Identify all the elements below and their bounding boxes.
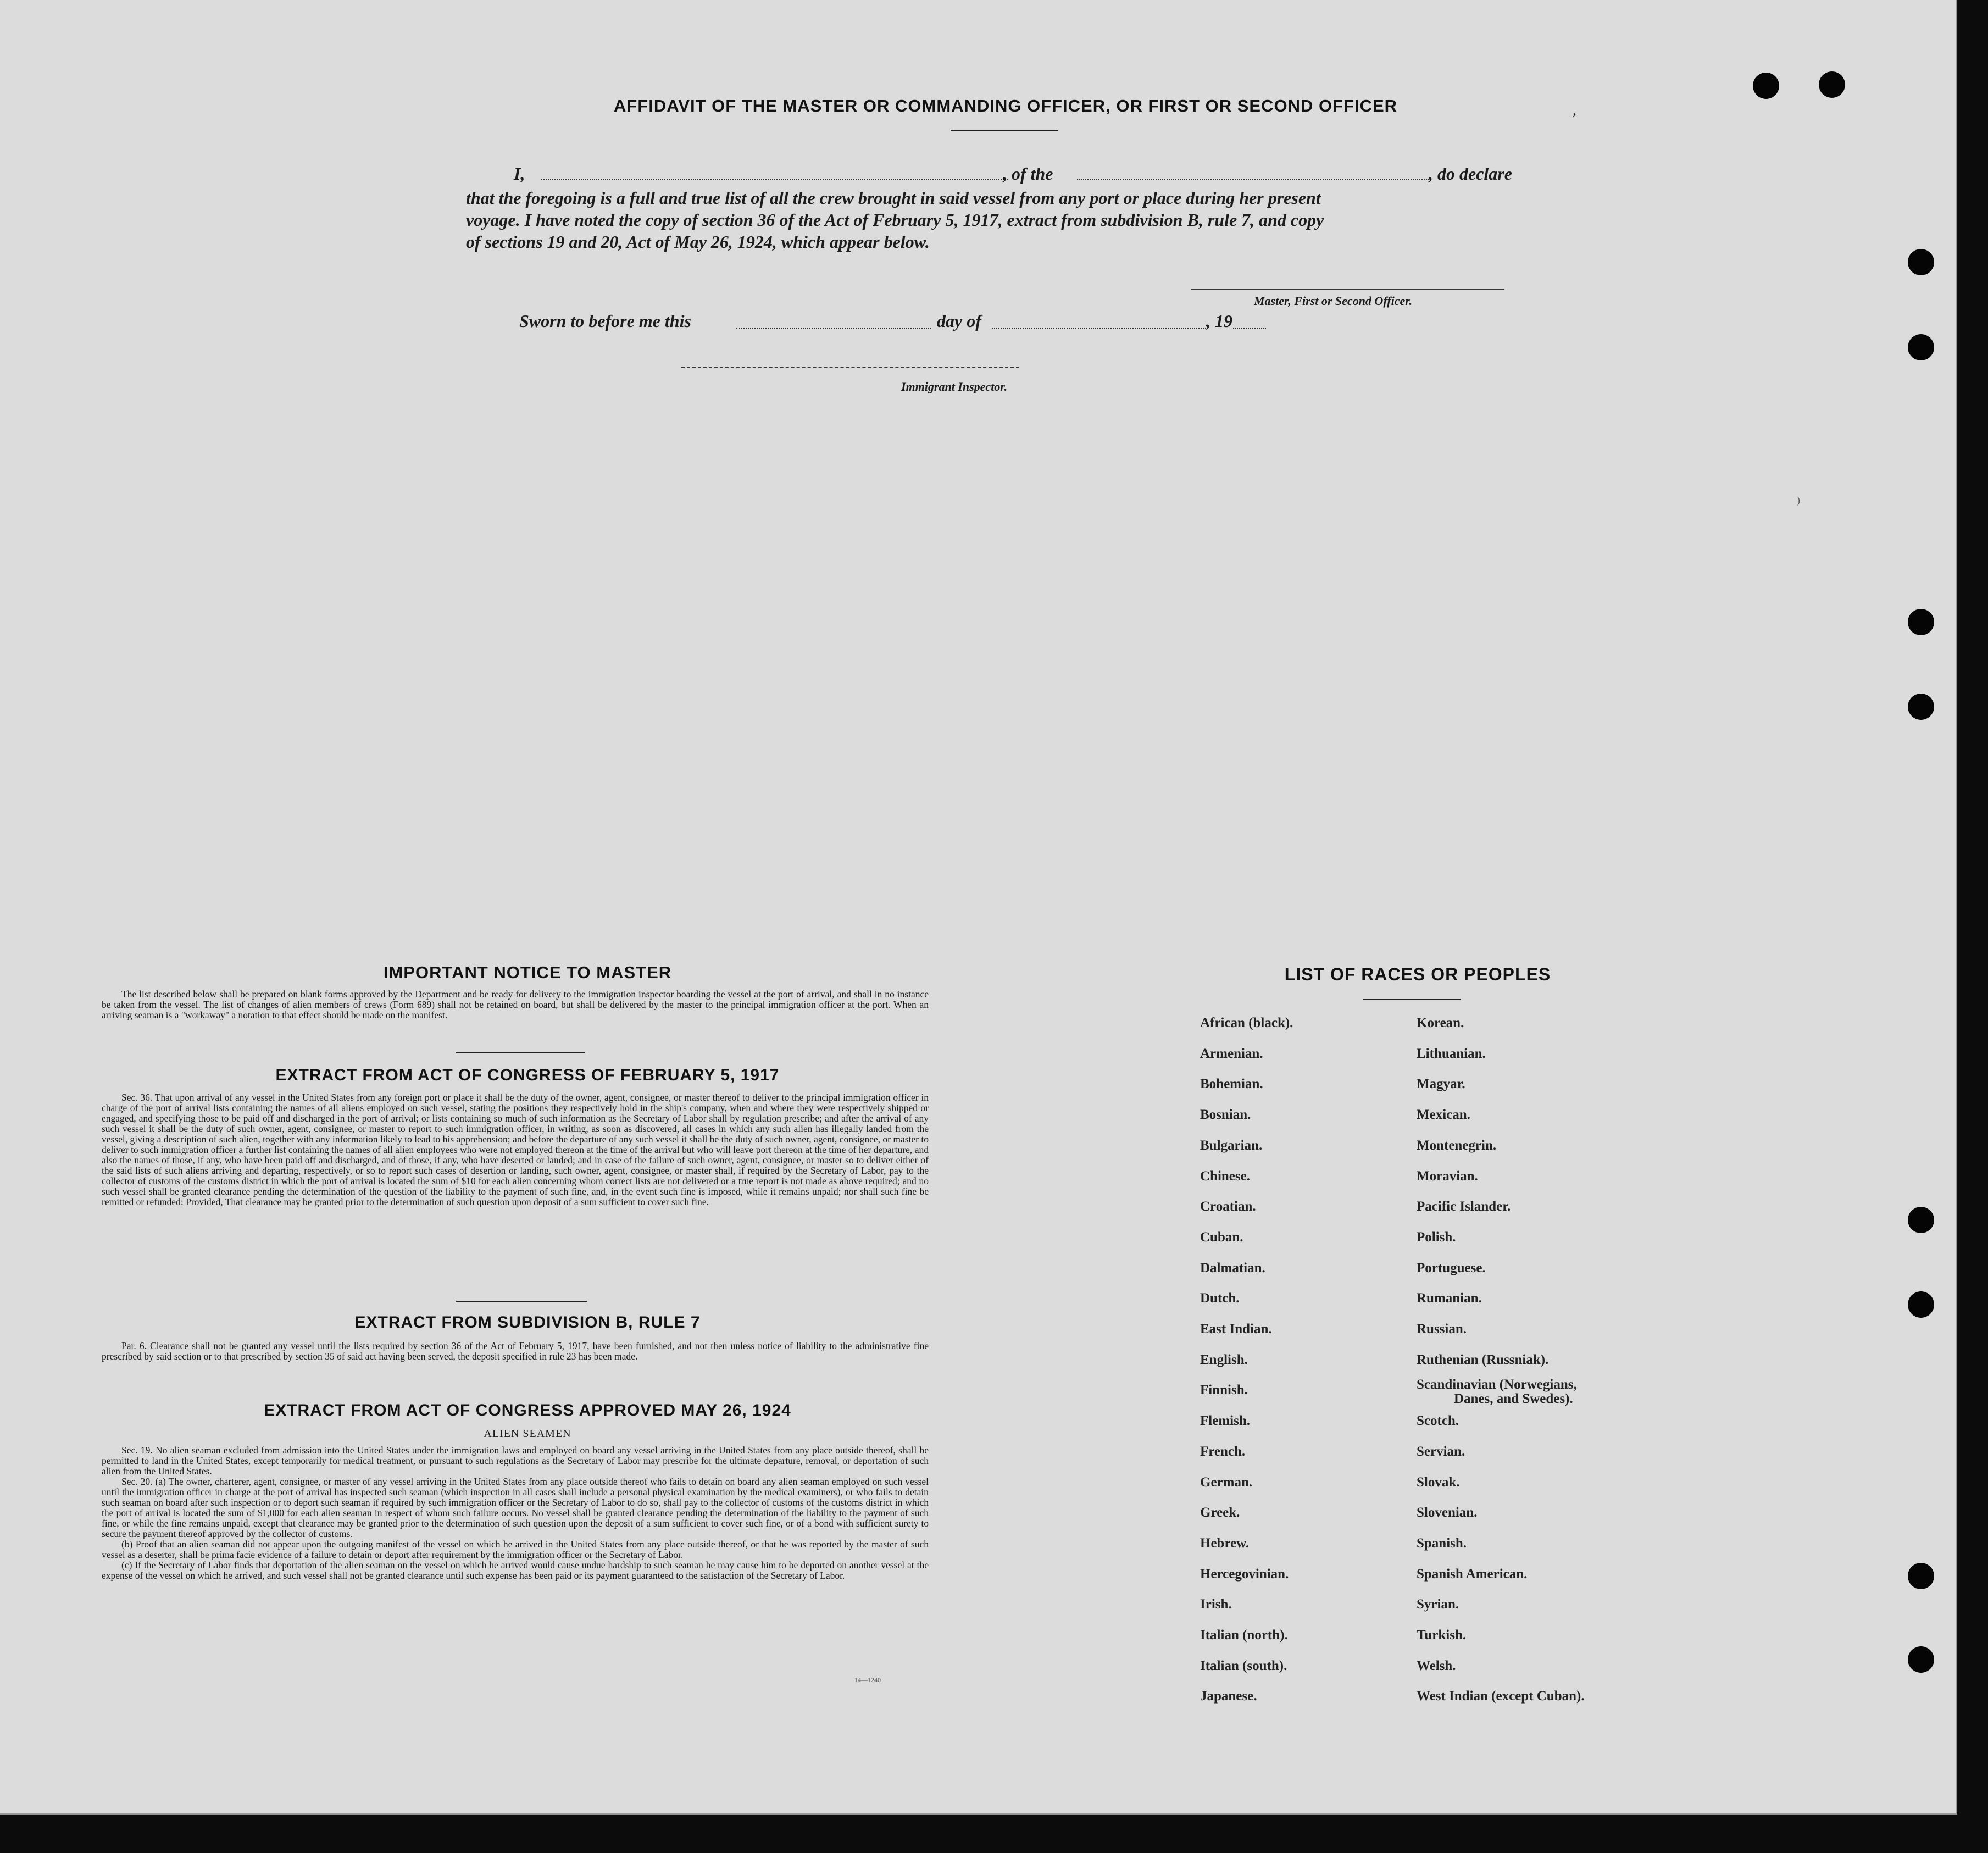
race-item: Moravian. [1417,1169,1478,1184]
race-item: Japanese. [1200,1689,1257,1704]
race-item: Montenegrin. [1417,1138,1497,1153]
race-item: Spanish. [1417,1536,1467,1551]
races-title: LIST OF RACES OR PEOPLES [1284,964,1551,984]
race-item: West Indian (except Cuban). [1417,1689,1585,1704]
punch-hole [1908,249,1934,275]
race-item: Portuguese. [1417,1261,1486,1275]
race-item: Armenian. [1200,1046,1263,1061]
alien-seamen-subtitle: ALIEN SEAMEN [484,1428,571,1440]
race-item: Servian. [1417,1444,1465,1459]
par-6-paragraph: Par. 6. Clearance shall not be granted any vessel until the lists required by section 36 of the Act of February 5, 1917, have been furnished, and not then unless notice of liability to the administrative fine prescribed by said section or to that prescribed by section 35 of said act having been served, the deposit specified in rule 23 has been made. [102,1340,929,1362]
extract-1917-title: EXTRACT FROM ACT OF CONGRESS OF FEBRUARY 5, 1917 [275,1066,780,1084]
punch-hole [1819,71,1845,98]
race-item: Italian (south). [1200,1658,1287,1673]
race-item: Bosnian. [1200,1107,1251,1122]
affidavit-i-label: I, [514,164,525,184]
race-item: Danes, and Swedes). [1454,1391,1573,1406]
scan-mark: ) [1797,495,1800,506]
extract-1924-title: EXTRACT FROM ACT OF CONGRESS APPROVED MAY 26, 1924 [264,1401,791,1419]
race-item: Greek. [1200,1505,1240,1520]
year-label: , 19 [1206,311,1232,331]
inspector-signature-line[interactable] [681,367,1019,368]
extract-1917-divider [456,1301,587,1302]
race-item: Magyar. [1417,1077,1465,1091]
punch-hole [1908,1646,1934,1673]
affidavit-of-the-label: , of the [1003,164,1053,184]
punch-hole [1753,73,1779,99]
punch-hole [1908,334,1934,360]
race-item: Rumanian. [1417,1291,1482,1306]
race-item: Irish. [1200,1597,1232,1612]
race-item: Mexican. [1417,1107,1470,1122]
sec-20b-paragraph: (b) Proof that an alien seaman did not appear upon the outgoing manifest of the vessel on which he arrived in the United States from any place outside thereof, or that he was reported by the master of such vessel as a deserter, shall be prima facie evidence of a failure to detain or deport after requirement by the immigration officer or the Secretary of Labor. [102,1539,929,1560]
affidavit-line-3: voyage. I have noted the copy of section 36 of the Act of February 5, 1917, extract from subdivision B, rule 7, and copy [466,210,1324,230]
race-item: Slovak. [1417,1475,1460,1490]
notice-divider [456,1052,585,1053]
affidavit-line-2: that the foregoing is a full and true list of all the crew brought in said vessel from any port or place during her present [466,188,1321,208]
title-divider [951,130,1058,131]
notice-paragraph: The list described below shall be prepared on blank forms approved by the Department and be ready for delivery to the immigration inspector boarding the vessel at the port of arrival, and shall in no instance be taken from the vessel. The list of changes of alien members of crews (Form 689) shall not be retained on board, but shall be delivered by the master to the principal immigration officer at the port. When an arriving seaman is a "workaway" a notation to that effect should be made on the manifest. [102,989,929,1020]
race-item: Finnish. [1200,1383,1248,1397]
race-item: Polish. [1417,1230,1456,1245]
race-item: Flemish. [1200,1413,1250,1428]
notice-title: IMPORTANT NOTICE TO MASTER [383,963,672,982]
sec-19-paragraph: Sec. 19. No alien seaman excluded from admission into the United States under the immigration laws and employed on board any vessel arriving in the United States from any place outside thereof, shall be permitted to land in the United States, except temporarily for medical treatment, or pursuant to such regulations as the Secretary of Labor may prescribe for the ultimate departure, removal, or deportation of such alien from the United States. [102,1445,929,1477]
rule-7-title: EXTRACT FROM SUBDIVISION B, RULE 7 [354,1313,701,1332]
year-blank[interactable] [1233,328,1266,329]
race-item: Scotch. [1417,1413,1459,1428]
race-item: French. [1200,1444,1246,1459]
race-item: Korean. [1417,1016,1464,1030]
punch-hole [1908,1207,1934,1233]
race-item: Slovenian. [1417,1505,1478,1520]
race-item: Syrian. [1417,1597,1459,1612]
signature-label: Master, First or Second Officer. [1254,294,1413,308]
sworn-month-blank[interactable] [992,328,1206,329]
race-item: Hercegovinian. [1200,1567,1289,1582]
sworn-label: Sworn to before me this [519,311,691,331]
punch-hole [1908,694,1934,720]
race-item: Italian (north). [1200,1628,1288,1643]
race-item: Cuban. [1200,1230,1243,1245]
race-item: Ruthenian (Russniak). [1417,1352,1549,1367]
sec-20c-paragraph: (c) If the Secretary of Labor finds that deportation of the alien seaman on the vessel on which he arrived would cause undue hardship to such seaman he may cause him to be deported on another vessel at the expense of the vessel on which he arrived, and such vessel shall not be granted clearance until such expense has been paid or its payment guaranteed to the satisfaction of the Secretary of Labor. [102,1560,929,1581]
inspector-label: Immigrant Inspector. [901,380,1008,393]
race-item: Russian. [1417,1322,1467,1336]
race-item: English. [1200,1352,1248,1367]
races-divider [1363,999,1461,1000]
notice-text [102,989,929,1020]
day-of-label: day of [937,311,981,331]
affidavit-do-declare-label: , do declare [1429,164,1512,184]
race-item: Bulgarian. [1200,1138,1263,1153]
rule-7-text [102,1341,929,1362]
race-item: Welsh. [1417,1658,1456,1673]
punch-hole [1908,609,1934,635]
form-number: 14—1240 [854,1676,881,1684]
sec-20a-paragraph: Sec. 20. (a) The owner, charterer, agent, consignee, or master of any vessel arriving in the United States from any place outside thereof who fails to detain on board any alien seaman employed on such vessel until the immigration officer in charge at the port of arrival has inspected such seaman (which inspection in all cases shall include a personal physical examination by the medical examiners), or who fails to detain such seaman on board after such inspection or to deport such seaman if required by such immigration officer or the Secretary of Labor to do so, shall pay to the collector of customs of the customs district in which the port of arrival is located the sum of $1,000 for each alien seaman in respect of whom such failure occurs. No vessel shall be granted clearance pending the determination of the liability to the payment of such fine, or while the fine remains unpaid, except that clearance may be granted prior to the determination of such question upon the deposit of a sum sufficient to cover such fine, or of a bond with sufficient surety to secure the payment thereof approved by the collector of customs. [102,1476,929,1539]
race-item: Bohemian. [1200,1077,1263,1091]
race-item: Croatian. [1200,1199,1256,1214]
sworn-day-blank[interactable] [736,328,931,329]
affidavit-title: AFFIDAVIT OF THE MASTER OR COMMANDING OFFICER, OR FIRST OR SECOND OFFICER [613,96,1398,115]
extract-1924-text [102,1445,929,1581]
race-item: Pacific Islander. [1417,1199,1511,1214]
race-item: Dalmatian. [1200,1261,1265,1275]
race-item: German. [1200,1475,1253,1490]
scan-mark: , [1573,102,1576,119]
race-item: Chinese. [1200,1169,1250,1184]
punch-hole [1908,1563,1934,1589]
vessel-blank[interactable] [1077,179,1429,180]
race-item: Hebrew. [1200,1536,1250,1551]
sec-36-paragraph: Sec. 36. That upon arrival of any vessel in the United States from any foreign port or place it shall be the duty of the owner, agent, consignee, or master thereof to deliver to the principal immigration officer in charge of the port of arrival lists containing the names of all aliens employed on such vessel, stating the positions they respectively hold in the ship's company, when and where they were respectively shipped or engaged, and specifying those to be paid off and discharged in the port of arrival; or lists containing so much of such information as the Secretary of Labor shall by regulation prescribe; and after the arrival of any such vessel it shall be the duty of such owner, agent, consignee, or master to report to such immigration officer, in writing, as soon as discovered, all cases in which any such alien has illegally landed from the vessel, giving a description of such alien, together with any information likely to lead to his apprehension; and before the departure of any such vessel it shall be the duty of such owner, agent, consignee, or master to deliver to such immigration officer a further list containing the names of all alien employees who were not employed thereon at the time of the arrival but who will leave port thereon at the time of her departure, and also the names of those, if any, who have been paid off and discharged, and of those, if any, who have deserted or landed; and in case of the failure of such owner, agent, consignee, or master so to deliver either of the said lists of such aliens arriving and departing, respectively, or so to report such cases of desertion or landing, such owner, agent, consignee, or master shall, if required by the Secretary of Labor, pay to the collector of customs of the customs district in which the port of arrival is located the sum of $10 for each alien concerning whom correct lists are not delivered or a true report is not made as above required; and no such vessel shall be granted clearance pending the determination of the question of the liability to the payment of such fine, and, in the event such fine is imposed, while it remains unpaid; nor shall such fine be remitted or refunded: Provided, That clearance may be granted prior to the determination of such question upon deposit of a sum sufficient to cover such fine. [102,1092,929,1207]
race-item: Dutch. [1200,1291,1240,1306]
race-item: Lithuanian. [1417,1046,1486,1061]
race-item: East Indian. [1200,1322,1272,1336]
race-item: Spanish American. [1417,1567,1528,1582]
affidavit-line-4: of sections 19 and 20, Act of May 26, 1924, which appear below. [466,232,930,252]
extract-1917-text [102,1092,929,1207]
punch-hole [1908,1291,1934,1318]
race-item: Scandinavian (Norwegians, [1417,1377,1577,1392]
race-item: Turkish. [1417,1628,1467,1643]
race-item: African (black). [1200,1016,1293,1030]
name-blank[interactable] [541,179,1008,180]
